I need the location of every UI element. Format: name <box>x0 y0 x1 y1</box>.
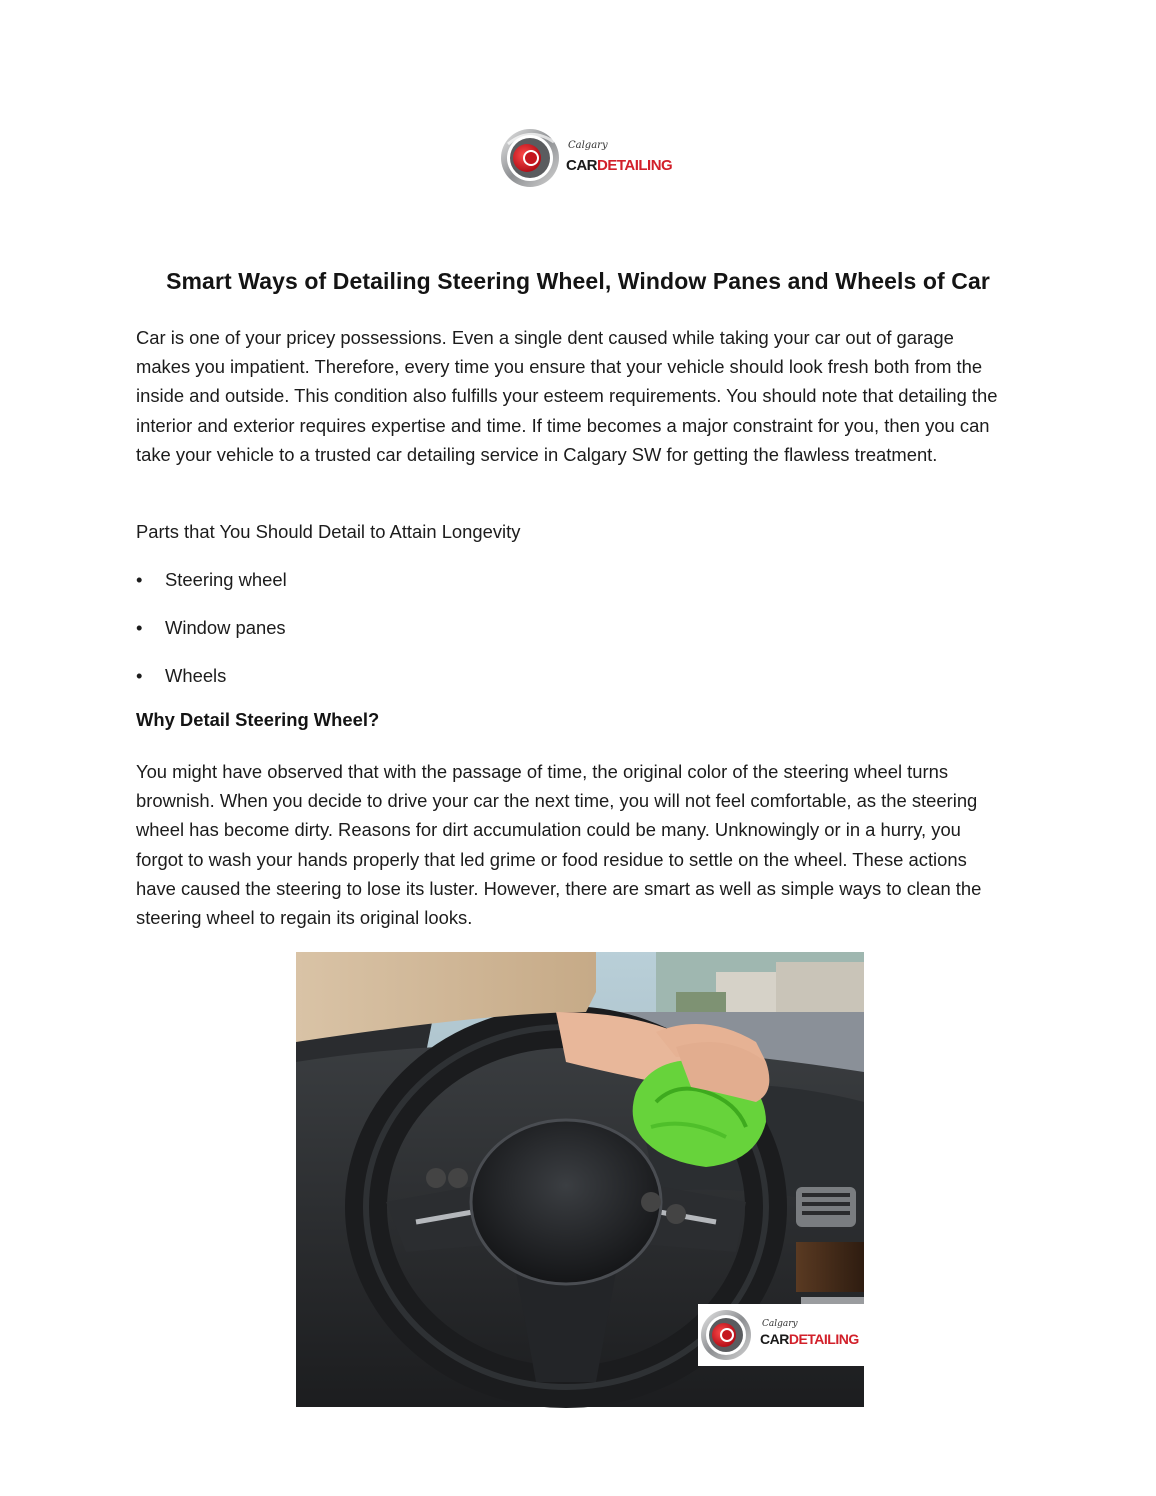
section-heading: Why Detail Steering Wheel? <box>136 709 380 730</box>
list-item-label: Steering wheel <box>165 569 287 590</box>
company-logo <box>500 122 673 194</box>
svg-text:CARDETAILING <box>760 1331 859 1347</box>
badge-brand-car: CAR <box>760 1331 789 1347</box>
list-item <box>136 565 736 613</box>
photo-watermark-logo <box>698 1304 864 1366</box>
list-item <box>136 661 736 709</box>
article-title: Smart Ways of Detailing Steering Wheel, Window Panes and Wheels of Car <box>166 268 990 294</box>
svg-text:CARDETAILING <box>566 157 672 174</box>
list-item-label: Window panes <box>165 617 286 638</box>
list-item-label: Wheels <box>165 665 227 686</box>
bullet-icon: • <box>136 617 143 638</box>
steering-paragraph: You might have observed that with the passage of time, the original color of the steering wheel turns brownish. When you decide to drive your car the next time, you will not feel comfortable, as the steering wheel has become dirty. Reasons for dirt accumulation could be many. Unknowingly or in a hurry, you forgot to wash your hands properly that led grime or food residue to settle on the wheel. These actions have caused the steering to lose its luster. However, there are smart as well as simple ways to clean the steering wheel to regain its original looks. <box>136 761 982 929</box>
bullet-icon: • <box>136 665 143 686</box>
badge-brand-detailing: DETAILING <box>788 1331 859 1347</box>
steering-wheel-photo <box>296 952 864 1407</box>
parts-list <box>136 565 736 709</box>
parts-intro: Parts that You Should Detail to Attain Longevity <box>136 521 521 542</box>
badge-script-text: Calgary <box>762 1319 798 1329</box>
logo-brand-detailing: DETAILING <box>597 157 673 174</box>
logo-script-text: Calgary <box>568 140 608 151</box>
list-item <box>136 613 736 661</box>
logo-brand-car: CAR <box>566 157 597 174</box>
bullet-icon: • <box>136 569 143 590</box>
intro-paragraph: Car is one of your pricey possessions. Even a single dent caused while taking your car out of garage makes you impatient. Therefore, every time you ensure that your vehicle should look fresh both from the inside and outside. This condition also fulfills your esteem requirements. You should note that detailing the interior and exterior requires expertise and time. If time becomes a major constraint for you, then you can take your vehicle to a trusted car detailing service in Calgary SW for getting the flawless treatment. <box>136 327 998 465</box>
